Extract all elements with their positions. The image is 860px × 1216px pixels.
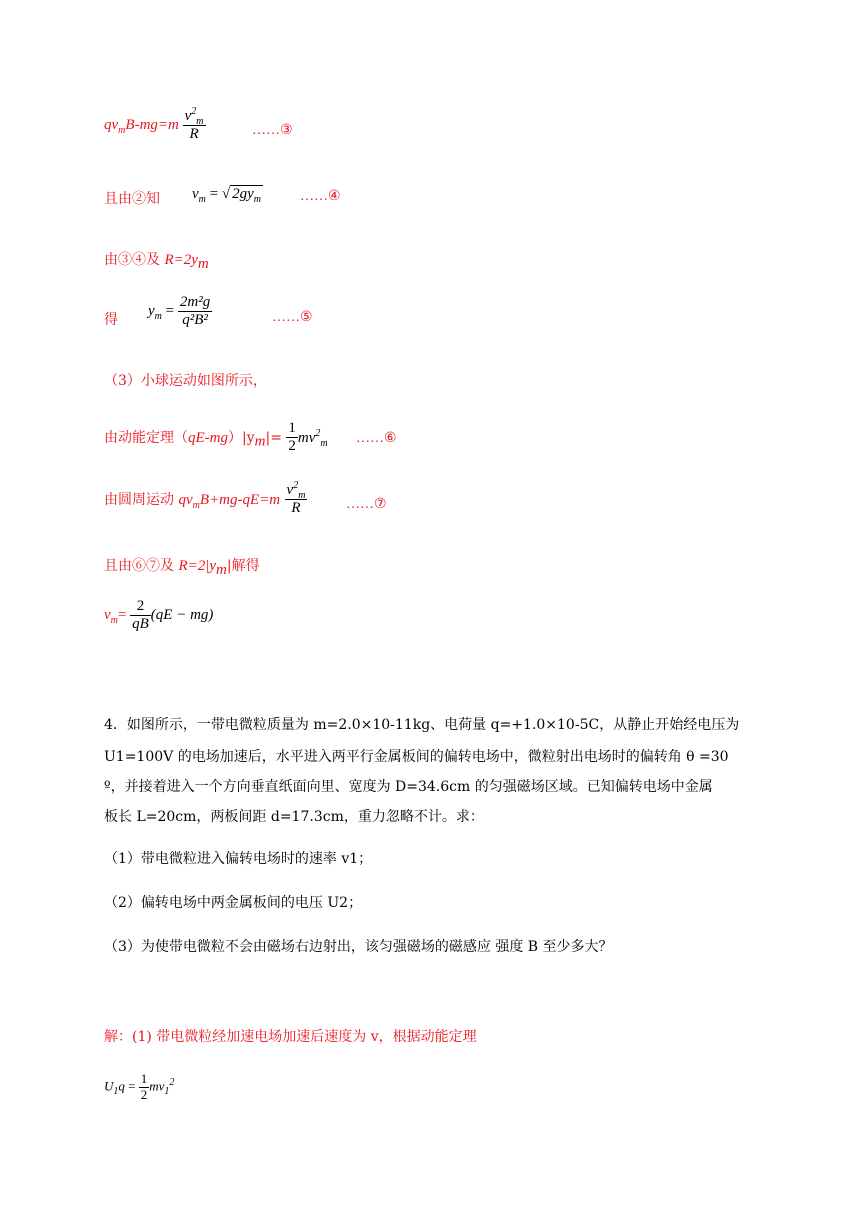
equation-3: $qv_mB-mg=m$ $\frac{v^2_m}{R}$ — [104, 106, 204, 143]
fraction: $\frac{2}{qB}$ — [132, 598, 149, 633]
equation-tag: ……③ — [252, 123, 293, 138]
fraction: $\frac{1}{2}$ — [140, 1071, 148, 1102]
q4-line-1: 4．如图所示，一带电微粒质量为 m=2.0×10-11kg、电荷量 q=+1.0×10-5C，从静止开始经电压为 — [104, 717, 740, 733]
q4-line-2: U1=100V 的电场加速后，水平进入两平行金属板间的偏转电场中，微粒射出电场时的偏转角 θ =30 — [104, 749, 729, 765]
text-line: 且由⑥⑦及 $R=2|y_m|$解得 — [104, 558, 260, 578]
eq4-prefix: 且由②知 — [104, 191, 160, 207]
part-3-text: （3）小球运动如图所示， — [104, 373, 267, 389]
equation-4: $v_m$ = √ $2gy_m$ — [192, 186, 262, 205]
fraction: $\frac{\text{2m²g}}{\text{q²B²}}$ — [179, 294, 211, 329]
text-line: 由③④及 $R=2y_m$ — [104, 252, 209, 272]
solution-line: 解：(1) 带电微粒经加速电场加速后速度为 v，根据动能定理 — [104, 1029, 477, 1045]
fraction: $\frac{v^2_m}{R}$ — [184, 106, 204, 143]
fraction: $\frac{1}{2}$ — [288, 420, 296, 455]
q4-sub-3: （3）为使带电微粒不会由磁场右边射出，该匀强磁场的磁感应 强度 B 至少多大？ — [104, 939, 613, 955]
equation-7: 由圆周运动 $qv_mB+mg-qE=m$ $\frac{v^2_m}{R}$ — [104, 480, 306, 517]
eq5-prefix: 得 — [104, 312, 118, 328]
equation-6: 由动能定理$(qE-mg)|y_m|=$ $\frac{1}{2}$ $mv^2_m$ — [104, 420, 328, 455]
equation-tag: ……⑦ — [346, 497, 387, 512]
equation-tag: ……④ — [300, 189, 341, 204]
q4-sub-1: （1）带电微粒进入偏转电场时的速率 v1； — [104, 851, 373, 867]
q4-sub-2: （2）偏转电场中两金属板间的电压 U2； — [104, 895, 363, 911]
equation-tag: ……⑤ — [272, 310, 313, 325]
final-equation: $v_m=$ $\frac{2}{qB}$ (qE − mg) — [104, 598, 214, 633]
solution-equation: $U_1q$ = $\frac{1}{2}$ $mv_1^2$ — [104, 1071, 175, 1102]
q4-line-4: 板长 L=20cm，两板间距 d=17.3cm，重力忽略不计。求： — [104, 809, 484, 825]
q4-line-3: º，并接着进入一个方向垂直纸面向里、宽度为 D=34.6cm 的匀强磁场区域。已知偏转电场中金属 — [104, 779, 713, 795]
equation-5: $y_m$ = $\frac{\text{2m²g}}{\text{q²B²}}$ — [148, 294, 211, 329]
equation-tag: ……⑥ — [356, 431, 397, 446]
fraction: $\frac{v^2_m}{R}$ — [286, 480, 306, 517]
